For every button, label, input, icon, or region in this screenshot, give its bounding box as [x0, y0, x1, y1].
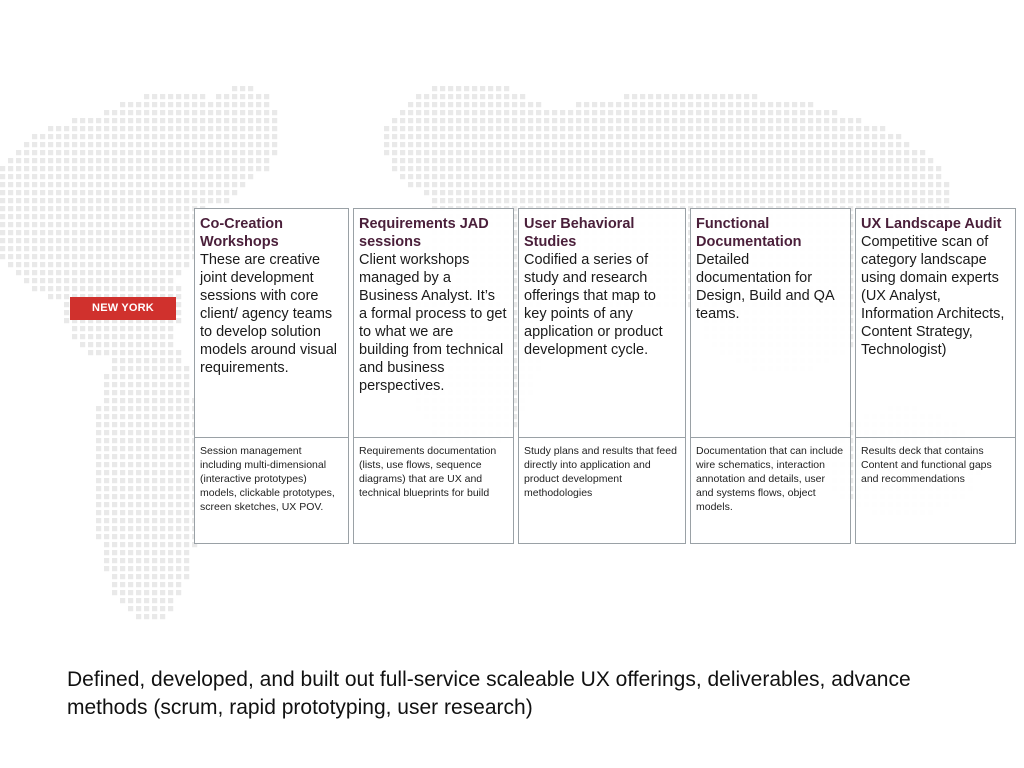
- card-description: [519, 209, 685, 438]
- slide-caption: Defined, developed, and built out full-service scaleable UX offerings, deliverables, advance methods (scrum, rapid prototyping, user research): [67, 668, 911, 719]
- card-description: [691, 209, 850, 438]
- card-co-creation-workshops: [194, 208, 349, 544]
- card-description: [354, 209, 513, 438]
- card-description: [195, 209, 348, 438]
- card-deliverables: Study plans and results that feed directly into application and product development methodologies: [524, 445, 677, 499]
- card-body: Detailed documentation for Design, Build and QA teams.: [696, 252, 834, 322]
- card-functional-documentation: [690, 208, 851, 544]
- card-deliverables: Requirements documentation (lists, use flows, sequence diagrams) that are UX and technical blueprints for build: [359, 445, 497, 499]
- card-deliverables: Session management including multi-dimensional (interactive prototypes) models, clickable prototypes, screen sketches, UX POV.: [200, 445, 335, 513]
- card-title: Functional Documentation: [696, 216, 802, 250]
- location-tag-new-york: NEW YORK: [70, 297, 176, 320]
- card-deliverables: Documentation that can include wire schematics, interaction annotation and details, user and systems flows, object models.: [696, 445, 844, 513]
- card-body: Client workshops managed by a Business Analyst. It’s a formal process to get to what we are building from technical and business perspectives.: [359, 252, 507, 394]
- card-user-behavioral-studies: [518, 208, 686, 544]
- card-title: UX Landscape Audit: [861, 216, 1002, 232]
- card-description: [856, 209, 1015, 438]
- card-requirements-jad-sessions: [353, 208, 514, 544]
- card-ux-landscape-audit: [855, 208, 1016, 544]
- card-title: Requirements JAD sessions: [359, 216, 489, 250]
- card-body: Competitive scan of category landscape using domain experts (UX Analyst, Information Architects, Content Strategy, Technologist): [861, 234, 1005, 358]
- card-deliverables: Results deck that contains Content and functional gaps and recommendations: [861, 445, 992, 485]
- card-title: Co-Creation Workshops: [200, 216, 283, 250]
- card-body: Codified a series of study and research offerings that map to key points of any application or product development cycle.: [524, 252, 663, 358]
- card-title: User Behavioral Studies: [524, 216, 635, 250]
- card-body: These are creative joint development sessions with core client/ agency teams to develop solution models around visual requirements.: [200, 252, 338, 376]
